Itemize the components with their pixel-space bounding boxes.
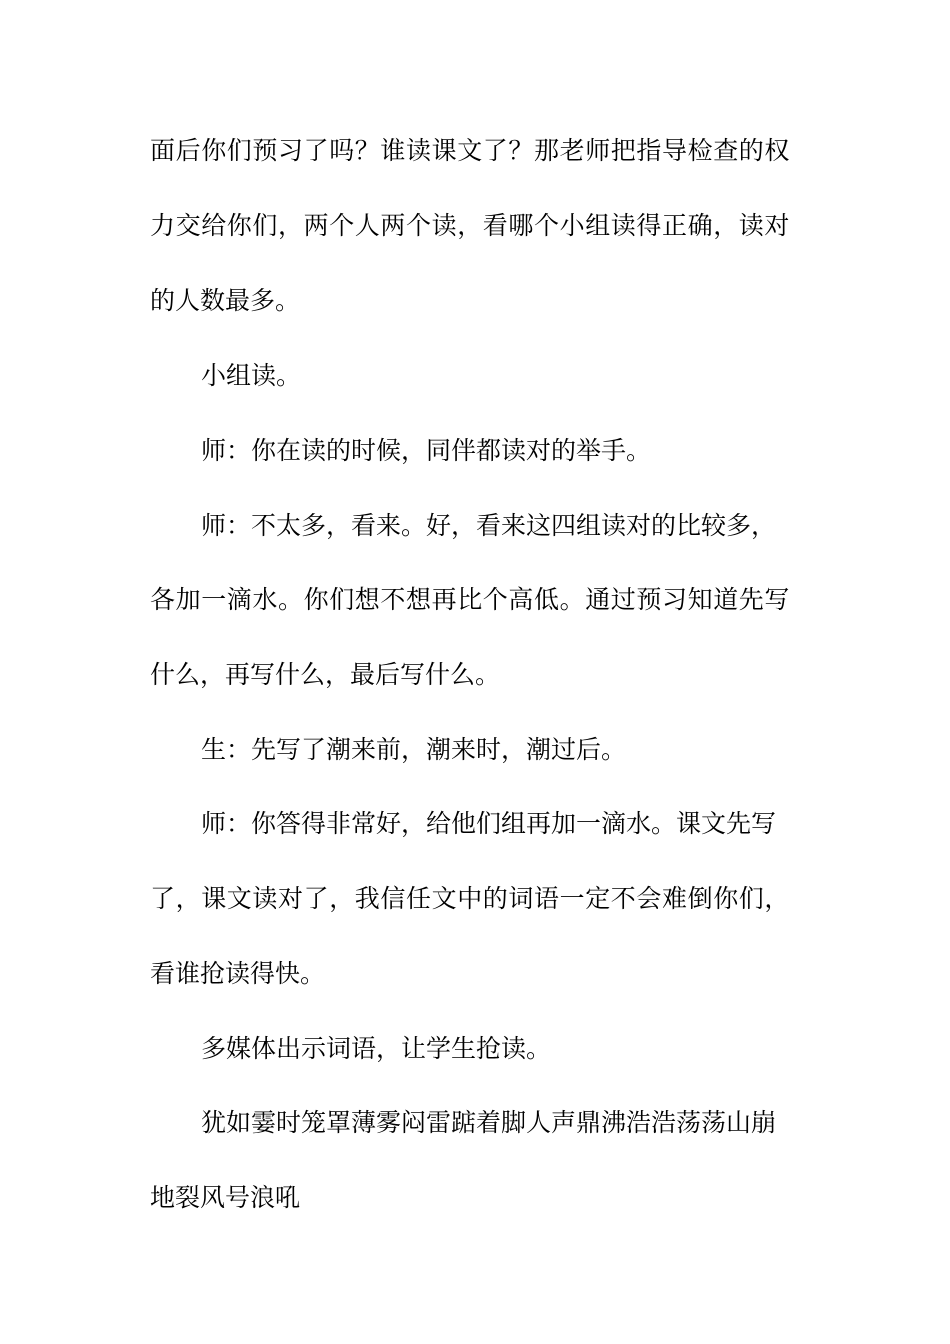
text-line-12: 看谁抢读得快。 <box>150 959 326 988</box>
text-line-1: 面后你们预习了吗？谁读课文了？那老师把指导检查的权 <box>150 136 791 165</box>
text-line-10: 师：你答得非常好，给他们组再加一滴水。课文先写 <box>201 809 777 838</box>
text-line-9: 生：先写了潮来前，潮来时，潮过后。 <box>201 735 627 764</box>
text-line-2: 力交给你们，两个人两个读，看哪个小组读得正确，读对 <box>150 211 791 240</box>
text-line-11: 了，课文读对了，我信任文中的词语一定不会难倒你们， <box>150 884 791 913</box>
text-line-7: 各加一滴水。你们想不想再比个高低。通过预习知道先写 <box>150 585 791 614</box>
text-line-6: 师：不太多，看来。好，看来这四组读对的比较多， <box>201 511 777 540</box>
text-line-3: 的人数最多。 <box>150 286 301 315</box>
text-line-13: 多媒体出示词语，让学生抢读。 <box>201 1034 552 1063</box>
text-line-5: 师：你在读的时候，同伴都读对的举手。 <box>201 436 652 465</box>
text-line-8: 什么，再写什么，最后写什么。 <box>150 660 501 689</box>
text-line-4: 小组读。 <box>201 361 302 390</box>
text-line-14: 犹如霎时笼罩薄雾闷雷踮着脚人声鼎沸浩浩荡荡山崩 <box>201 1108 777 1137</box>
text-line-15: 地裂风号浪吼 <box>150 1183 301 1212</box>
